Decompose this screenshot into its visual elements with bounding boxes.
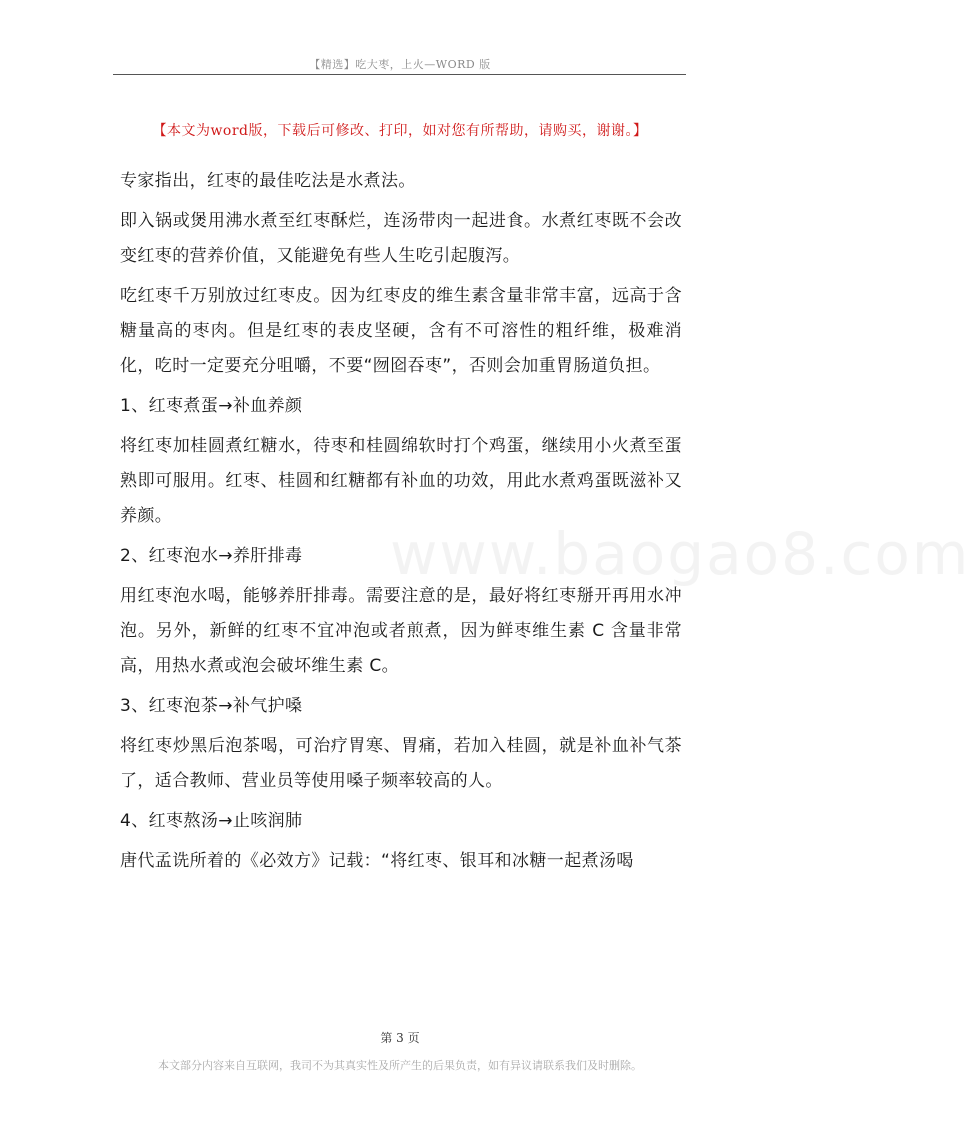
page-header: 【精选】吃大枣，上火—WORD 版 xyxy=(309,58,491,71)
article-body xyxy=(120,164,682,884)
purchase-notice: 【本文为word版，下载后可修改、打印，如对您有所帮助，请购买，谢谢。】 xyxy=(152,123,648,139)
paragraph-intro: 专家指出，红枣的最佳吃法是水煮法。 xyxy=(120,171,416,191)
header-divider xyxy=(113,74,686,75)
watermark: www.baogao8.com xyxy=(390,520,970,588)
paragraph-section-3: 将红枣炒黑后泡茶喝，可治疗胃寒、胃痛，若加入桂圆，就是补血补气茶了，适合教师、营业员等使用嗓子频率较高的人。 xyxy=(120,736,682,791)
section-heading-1: 1、红枣煮蛋→补血养颜 xyxy=(120,396,303,416)
section-heading-3: 3、红枣泡茶→补气护嗓 xyxy=(120,696,303,716)
paragraph-jujube-skin: 吃红枣千万别放过红枣皮。因为红枣皮的维生素含量非常丰富，远高于含糖量高的枣肉。但是红枣的表皮坚硬，含有不可溶性的粗纤维，极难消化，吃时一定要充分咀嚼，不要“囫囵吞枣”，否则会加重胃肠道负担。 xyxy=(120,286,682,376)
paragraph-section-2: 用红枣泡水喝，能够养肝排毒。需要注意的是，最好将红枣掰开再用水冲泡。另外，新鲜的红枣不宜冲泡或者煎煮，因为鲜枣维生素 C 含量非常高，用热水煮或泡会破坏维生素 C。 xyxy=(120,586,682,676)
paragraph-section-4: 唐代孟诜所着的《必效方》记载：“将红枣、银耳和冰糖一起煮汤喝 xyxy=(120,851,634,871)
section-heading-2: 2、红枣泡水→养肝排毒 xyxy=(120,546,303,566)
footer-disclaimer: 本文部分内容来自互联网，我司不为其真实性及所产生的后果负责，如有异议请联系我们及时删除。 xyxy=(158,1059,642,1072)
section-heading-4: 4、红枣熬汤→止咳润肺 xyxy=(120,811,303,831)
paragraph-section-1: 将红枣加桂圆煮红糖水，待枣和桂圆绵软时打个鸡蛋，继续用小火煮至蛋熟即可服用。红枣、桂圆和红糖都有补血的功效，用此水煮鸡蛋既滋补又养颜。 xyxy=(120,436,682,526)
paragraph-boiling-method: 即入锅或煲用沸水煮至红枣酥烂，连汤带肉一起进食。水煮红枣既不会改变红枣的营养价值，又能避免有些人生吃引起腹泻。 xyxy=(120,211,682,266)
page-number: 第 3 页 xyxy=(380,1031,420,1045)
